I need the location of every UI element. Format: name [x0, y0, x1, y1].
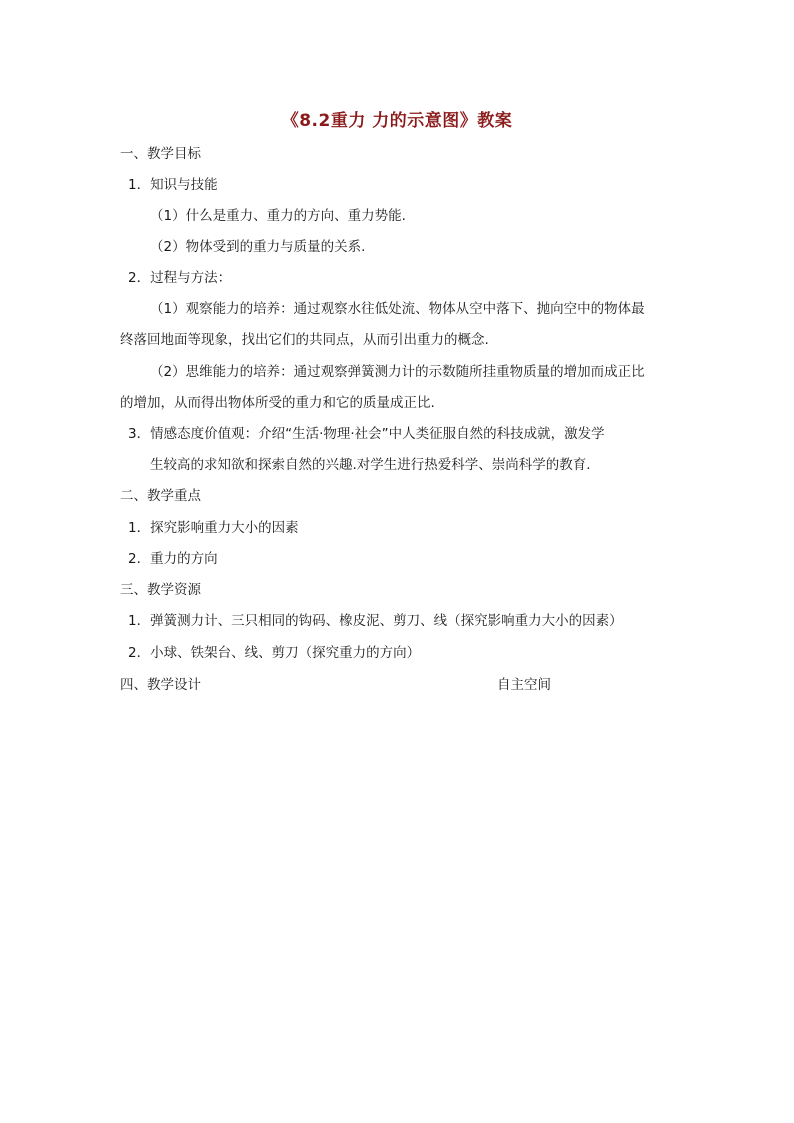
paragraph-line: 3．情感态度价值观：介绍“生活·物理·社会”中人类征服自然的科技成就，激发学	[128, 426, 605, 442]
list-item: （1）什么是重力、重力的方向、重力势能.	[150, 208, 406, 224]
list-item: 2．小球、铁架台、线、剪刀（探究重力的方向）	[128, 645, 421, 661]
section-heading-objectives: 一、教学目标	[120, 146, 201, 162]
paragraph-line: 终落回地面等现象，找出它们的共同点，从而引出重力的概念.	[120, 332, 489, 348]
list-item: （2）物体受到的重力与质量的关系.	[150, 239, 366, 255]
paragraph-line: 生较高的求知欲和探索自然的兴趣.对学生进行热爱科学、崇尚科学的教育.	[150, 457, 591, 473]
section-heading-resources: 三、教学资源	[120, 582, 201, 598]
paragraph-line: （2）思维能力的培养：通过观察弹簧测力计的示数随所挂重物质量的增加而成正比	[150, 364, 645, 380]
column-label-self-space: 自主空间	[497, 677, 551, 693]
list-item: 2．重力的方向	[128, 551, 218, 567]
paragraph-line: 的增加，从而得出物体所受的重力和它的质量成正比.	[120, 395, 435, 411]
list-item: 1．探究影响重力大小的因素	[128, 520, 299, 536]
section-heading-key-points: 二、教学重点	[120, 488, 201, 504]
list-item: 1．弹簧测力计、三只相同的钩码、橡皮泥、剪刀、线（探究影响重力大小的因素）	[128, 613, 623, 629]
section-heading-design: 四、教学设计	[120, 677, 201, 693]
document-title: 《8.2重力 力的示意图》教案	[281, 111, 513, 131]
subheading-process-methods: 2．过程与方法：	[128, 270, 232, 286]
paragraph-line: （1）观察能力的培养：通过观察水往低处流、物体从空中落下、抛向空中的物体最	[150, 301, 645, 317]
subheading-knowledge-skills: 1．知识与技能	[128, 177, 218, 193]
